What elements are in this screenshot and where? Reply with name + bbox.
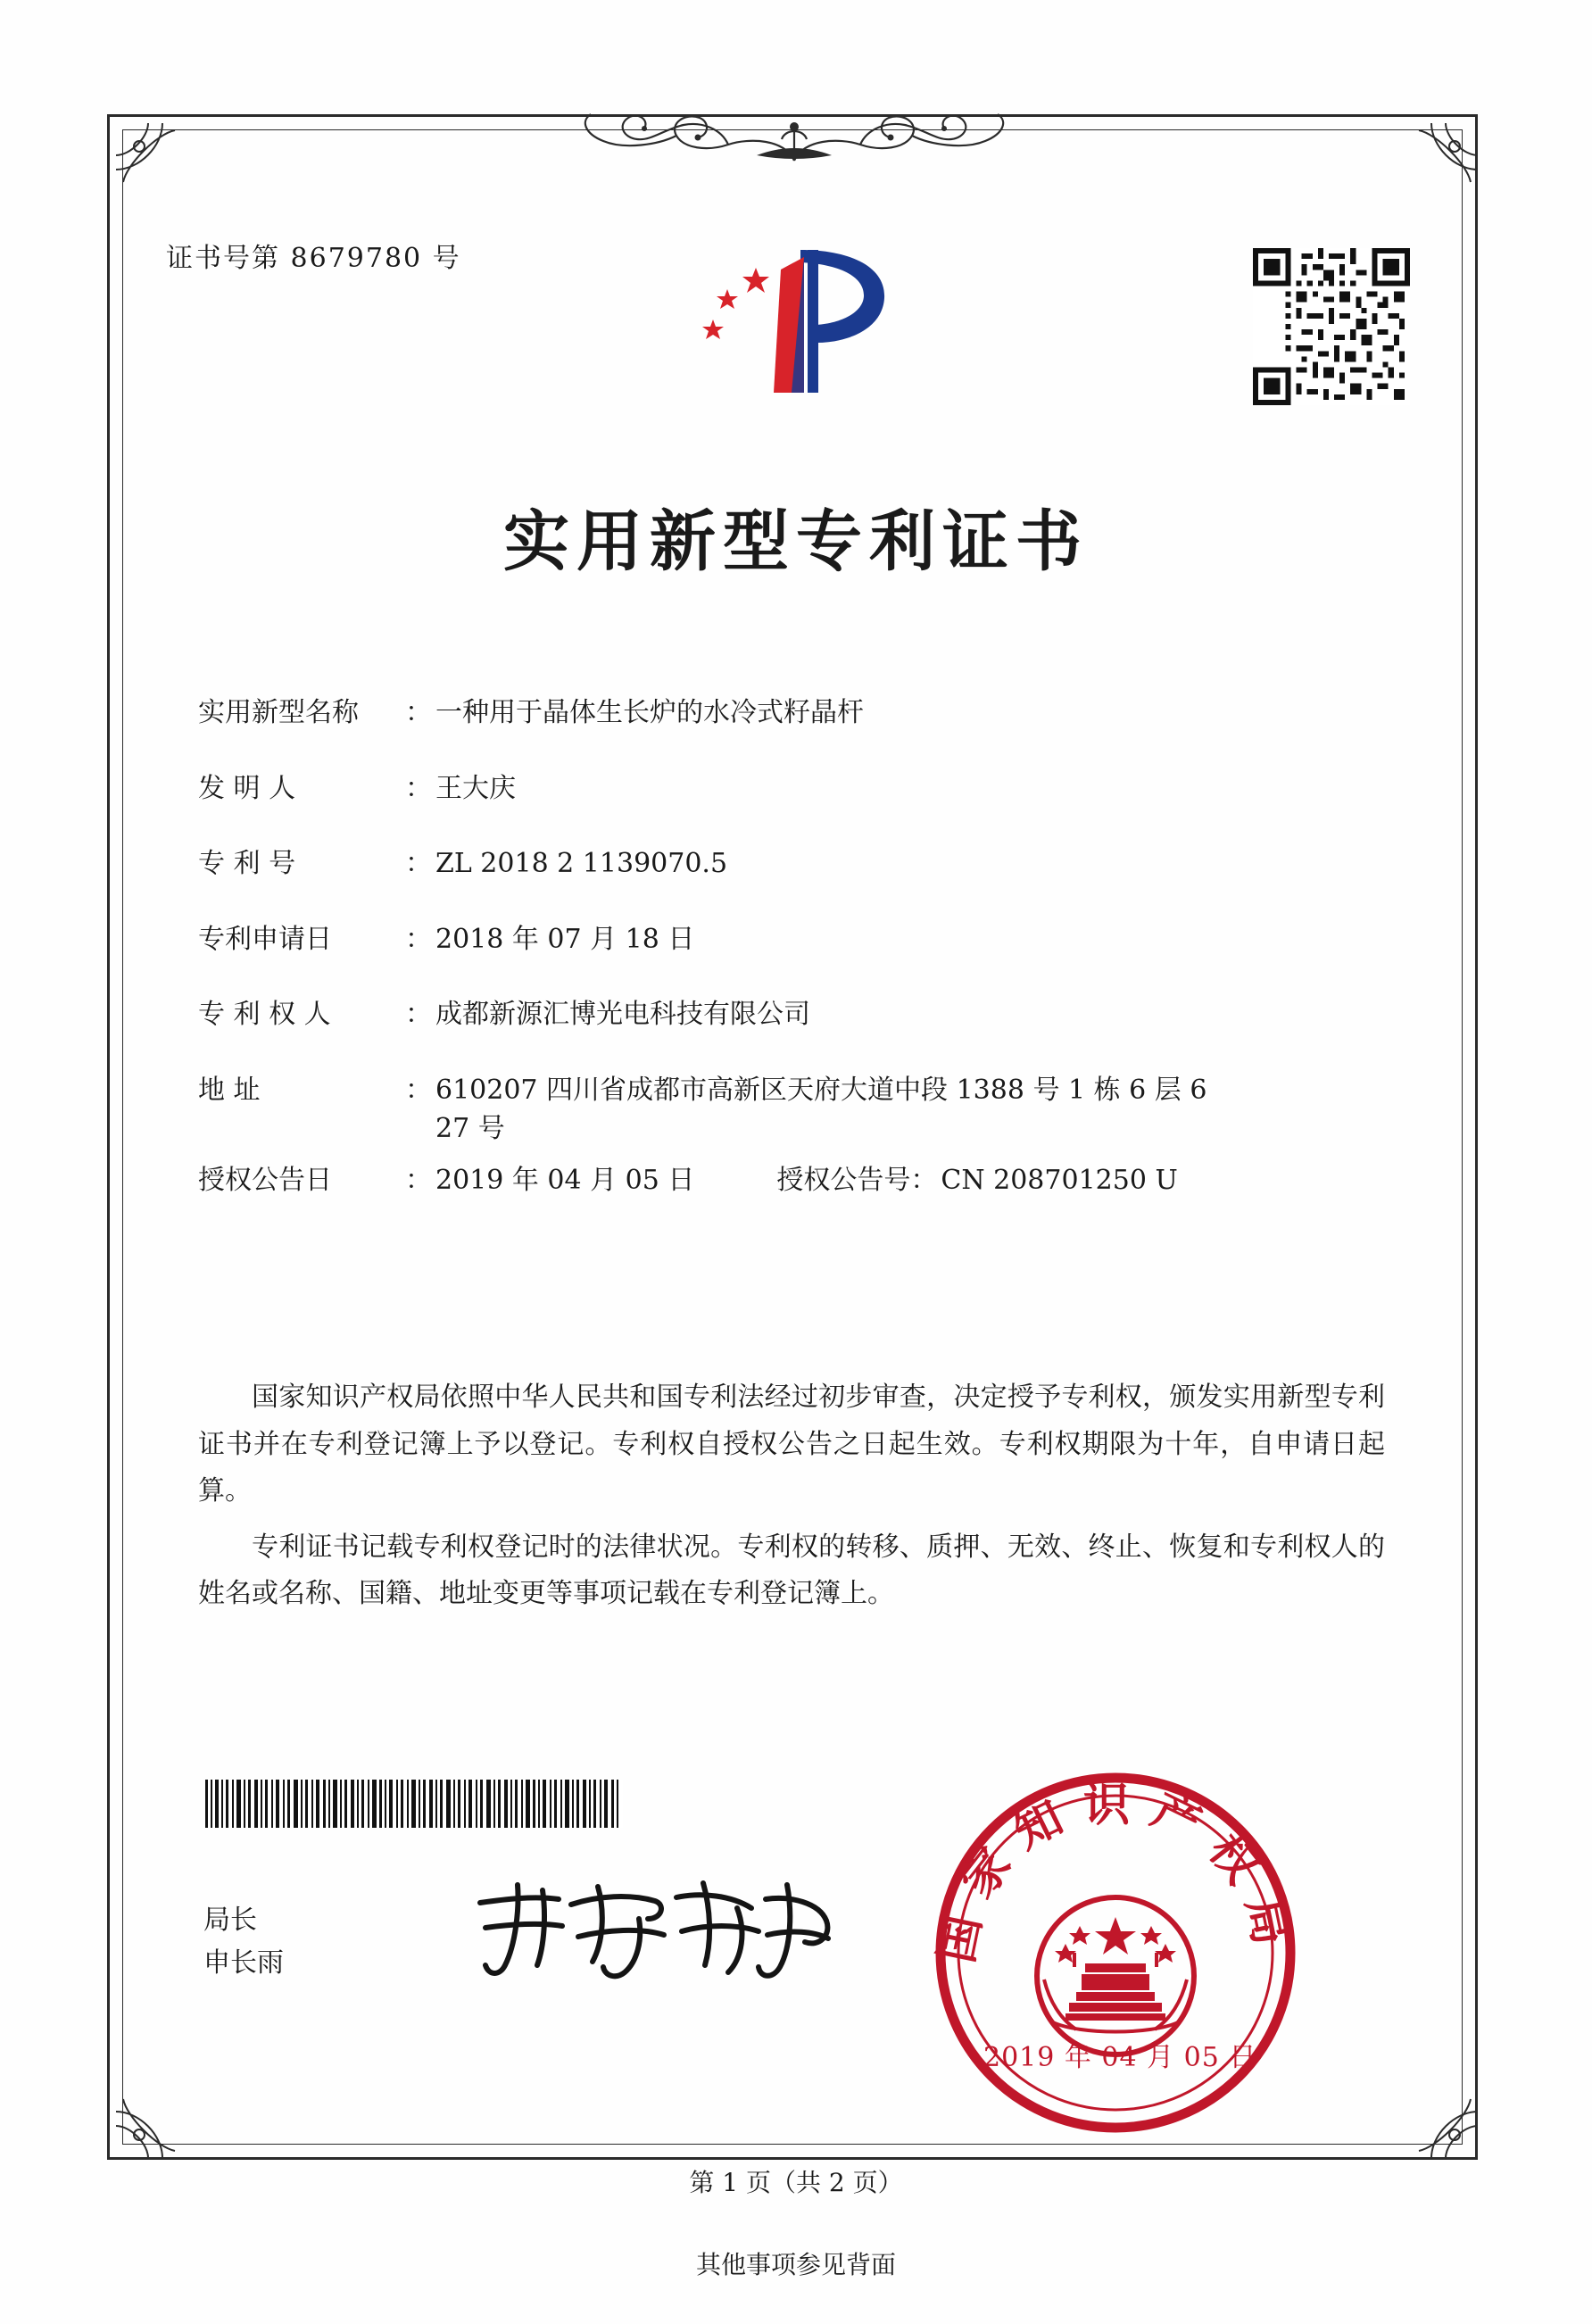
field-colon: ：: [405, 999, 432, 1031]
field-address: [198, 1072, 1376, 1148]
official-seal: [928, 1765, 1303, 2140]
handwritten-signature: [464, 1872, 839, 1988]
field-colon: ：: [405, 1074, 432, 1106]
field-utility-model-name: [198, 694, 1376, 733]
field-colon: ：: [405, 772, 432, 804]
field-patentee: [198, 996, 1376, 1034]
field-grant-row: [198, 1162, 1376, 1200]
cnipa-logo-icon: [674, 243, 906, 417]
paragraph-2: 专利证书记载专利权登记时的法律状况。专利权的转移、质押、无效、终止、恢复和专利权人的姓名或名称、国籍、地址变更等事项记载在专利登记簿上。: [198, 1531, 1385, 1609]
field-value-line2: 27 号: [435, 1112, 505, 1144]
field-label: 地 址: [198, 1074, 261, 1106]
grant-number-block: [776, 1162, 1177, 1200]
field-application-date: [198, 921, 1376, 959]
field-value: 2018 年 07 月 18 日: [435, 923, 695, 955]
field-label: 专 利 号: [198, 848, 296, 880]
page-title: 实用新型专利证书: [503, 503, 1089, 580]
field-value: [435, 1072, 1376, 1148]
legal-text-section: [198, 1374, 1385, 1627]
grant-date-value: 2019 年 04 月 05 日: [435, 1165, 695, 1197]
grant-number-value: CN 208701250 U: [941, 1165, 1178, 1197]
grant-date-label: 授权公告日: [198, 1165, 332, 1197]
field-label: 发 明 人: [198, 772, 296, 804]
field-colon: ：: [405, 923, 432, 955]
svg-text:国家知识产权局: 国家知识产权局: [929, 1779, 1302, 1968]
paragraph-1: 国家知识产权局依照中华人民共和国专利法经过初步审查，决定授予专利权，颁发实用新型专利证书并在专利登记簿上予以登记。专利权自授权公告之日起生效。专利权期限为十年，自申请日起算。: [198, 1382, 1385, 1506]
field-colon: ：: [405, 848, 432, 880]
barcode: [203, 1780, 623, 1828]
fields-section: [198, 694, 1376, 1225]
field-value: 王大庆: [435, 772, 516, 804]
field-label: 专利申请日: [198, 923, 332, 955]
seal-date: 2019 年 04 月 05 日: [983, 2042, 1257, 2073]
qr-code: [1253, 248, 1410, 405]
grant-number-label: 授权公告号: [776, 1165, 911, 1197]
field-colon: ：: [910, 1165, 938, 1197]
signature-block: [203, 1899, 284, 1985]
field-value: 一种用于晶体生长炉的水冷式籽晶杆: [435, 697, 864, 728]
footer-note: 其他事项参见背面: [695, 2250, 896, 2279]
field-value: 成都新源汇博光电科技有限公司: [435, 999, 810, 1031]
signature-name: 申长雨: [203, 1947, 284, 1979]
signature-role: 局长: [203, 1905, 257, 1936]
certificate-number: 证书号第 8679780 号: [166, 243, 461, 274]
top-flourish-ornament: [518, 86, 1071, 166]
field-inventor: [198, 770, 1376, 809]
field-value-line1: 610207 四川省成都市高新区天府大道中段 1388 号 1 栋 6 层 6: [435, 1074, 1207, 1106]
field-label: 专 利 权 人: [198, 999, 331, 1031]
field-patent-number: [198, 845, 1376, 884]
field-label: 实用新型名称: [198, 697, 359, 728]
field-colon: ：: [405, 1165, 432, 1197]
field-value: ZL 2018 2 1139070.5: [435, 848, 728, 880]
page-number: 第 1 页（共 2 页）: [689, 2168, 903, 2197]
field-colon: ：: [405, 697, 432, 728]
